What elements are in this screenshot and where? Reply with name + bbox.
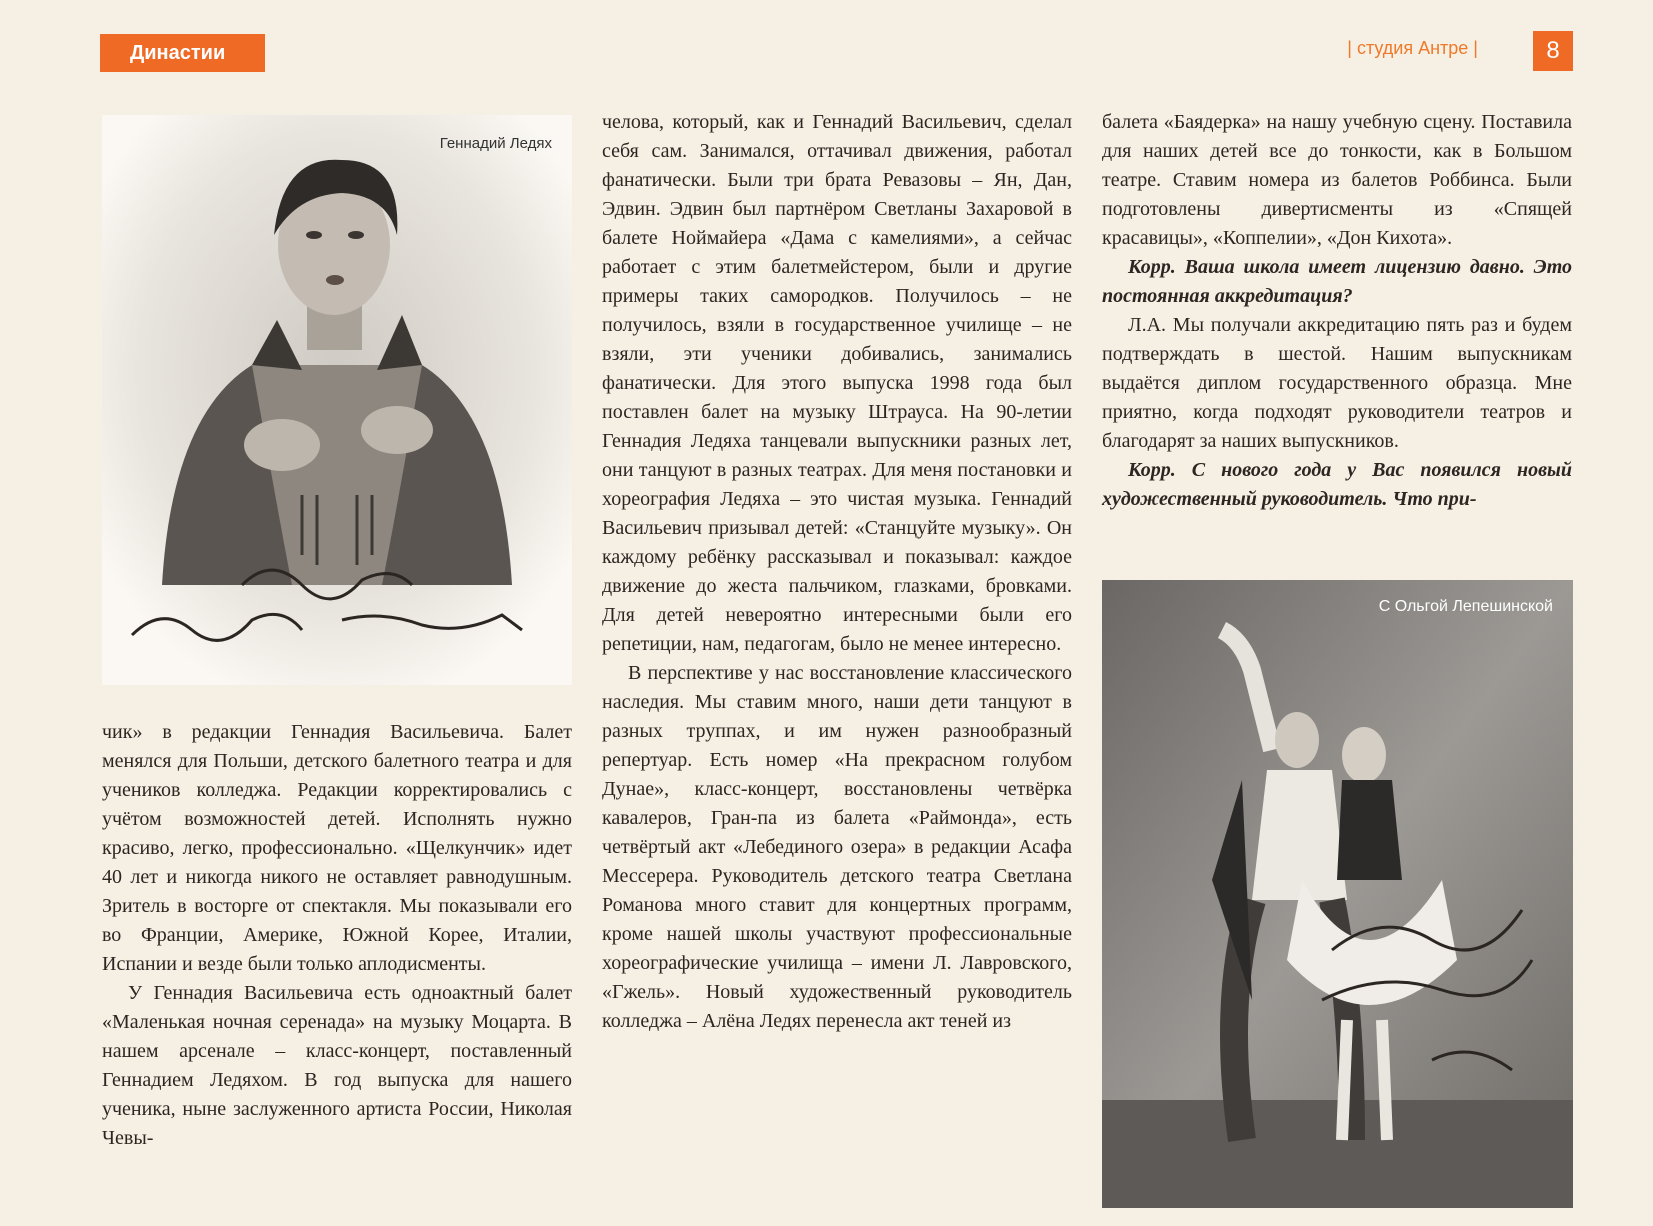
magazine-name: | студия Антре |: [1347, 38, 1478, 58]
paragraph: Л.А. Мы получали аккредитацию пять раз и будем подтверждать в шестой. Нашим выпускникам выдаётся диплом государственного образца. Мне приятно, когда подходят руководители театров и благодарят за наших выпускников.: [1102, 314, 1572, 452]
portrait-illustration: [102, 115, 572, 685]
paragraph: балета «Баядерка» на нашу учебную сцену. Поставила для наших детей все до тонкости, как в Большом театре. Ставим номера из балетов Роббинса. Были подготовлены дивертисменты из «Спящей красавицы», «Коппелии», «Дон Кихота».: [1102, 111, 1572, 249]
paragraph: У Геннадия Васильевича есть одноактный балет «Маленькая ночная серенада» на музыку Моцарта. В нашем арсенале – класс-концерт, поставленный Геннадием Ледяхом. В год выпуска для нашего ученика, ныне заслуженного артиста России, Николая Чевы-: [102, 982, 572, 1149]
interview-question: Корр. Ваша школа имеет лицензию давно. Это постоянная аккредитация?: [1102, 256, 1572, 307]
duet-caption: С Ольгой Лепешинской: [1378, 598, 1553, 615]
text-column-2: [602, 108, 1072, 1036]
portrait-caption: Геннадий Ледях: [439, 135, 552, 152]
paragraph: челова, который, как и Геннадий Васильевич, сделал себя сам. Занимался, оттачивал движения, работал фанатически. Были три брата Ревазовы – Ян, Дан, Эдвин. Эдвин был партнёром Светланы Захаровой в балете Ноймайера «Дама с камелиями», а сейчас работает с этим балетмейстером, были и другие примеры таких самородков. Получилось – не получилось, взяли в государственное училище – не взяли, эти ученики добивались, занимались фанатически. Для этого выпуска 1998 года был поставлен балет на музыку Штрауса. На 90-летии Геннадия Ледяха танцевали выпускники разных лет, они танцуют в разных театрах. Для меня постановки и хореография Ледяха – это чистая музыка. Геннадий Васильевич призывал детей: «Станцуйте музыку». Он каждому ребёнку рассказывал и показывал: каждое движение до жеста пальчиком, глазками, бровками. Для детей невероятно интересными были его репетиции, нам, педагогам, было не менее интересно.: [602, 111, 1072, 655]
duet-illustration: [1102, 580, 1573, 1208]
paragraph: В перспективе у нас восстановление классического наследия. Мы ставим много, наши дети танцуют в разных труппах, и им нужен разнообразный репертуар. Есть номер «На прекрасном голубом Дунае», класс-концерт, восстановлены четвёрка кавалеров, Гран-па из балета «Раймонда», есть четвёртый акт «Лебединого озера» в редакции Асафа Мессерера. Руководитель детского театра Светлана Романова много ставит для концертных программ, кроме нашей школы участвуют профессиональные хореографические училища – имени Л. Лавровского, «Гжель». Новый художественный руководитель колледжа – Алёна Ледях перенесла акт теней из: [602, 662, 1072, 1032]
duet-photo: [1102, 580, 1573, 1208]
section-tag: Династии: [100, 34, 265, 72]
page-number: 8: [1533, 31, 1573, 71]
interview-question: Корр. С нового года у Вас появился новый художественный руководитель. Что при-: [1102, 459, 1572, 510]
paragraph: чик» в редакции Геннадия Васильевича. Балет менялся для Польши, детского балетного театра и для учеников колледжа. Редакции корректировались с учётом возможностей детей. Исполнять нужно красиво, легко, профессионально. «Щелкунчик» идет 40 лет и никогда никого не оставляет равнодушным. Зритель в восторге от спектакля. Мы показывали его во Франции, Америке, Южной Корее, Италии, Испании и везде были только аплодисменты.: [102, 721, 572, 975]
text-column-3: [1102, 108, 1572, 514]
portrait-photo: [102, 115, 572, 685]
text-column-1: [102, 718, 572, 1153]
